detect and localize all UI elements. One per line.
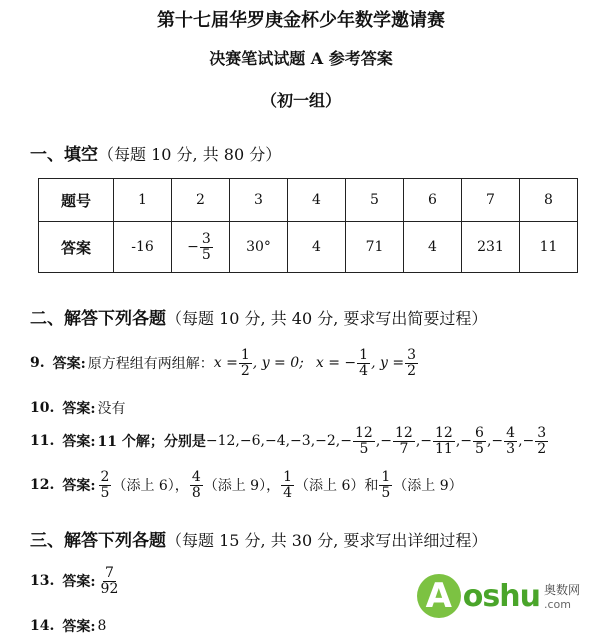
denominator: 5 xyxy=(475,440,484,457)
denominator: 4 xyxy=(283,484,293,501)
question-number: 12. xyxy=(30,477,55,494)
fraction xyxy=(200,232,213,262)
denominator: 7 xyxy=(399,440,409,457)
answer-text: （添上 6）， xyxy=(112,478,189,495)
answer-text: 8 xyxy=(97,618,107,634)
logo-domain: .com xyxy=(543,598,571,611)
numerator: 4 xyxy=(506,425,516,441)
denominator: 11 xyxy=(435,440,453,457)
fraction xyxy=(239,348,252,378)
table-cell: 7 xyxy=(462,179,520,222)
section-1-note: （每题 10 分, 共 80 分） xyxy=(98,145,282,164)
section-3-title: 三、解答下列各题 xyxy=(30,531,166,551)
answer-item-10 xyxy=(30,398,126,418)
numerator: 12 xyxy=(395,425,413,441)
logo-word: oshu xyxy=(462,578,540,614)
section-2-title: 二、解答下列各题 xyxy=(30,309,166,329)
table-cell: 231 xyxy=(462,222,520,273)
table-cell: 4 xyxy=(288,179,346,222)
fraction xyxy=(190,470,203,500)
answer-text: （添上 9） xyxy=(393,478,463,495)
table-cell: 4 xyxy=(288,222,346,273)
table-cell: 6 xyxy=(404,179,462,222)
table-cell: 30° xyxy=(230,222,288,273)
table-row-numbers xyxy=(39,179,578,222)
answer-label: 答案: xyxy=(62,401,96,417)
answer-item-14 xyxy=(30,616,106,636)
numerator: 1 xyxy=(359,347,369,363)
table-cell: 5 xyxy=(346,179,404,222)
question-number: 10. xyxy=(30,400,55,416)
question-number: 14. xyxy=(30,618,55,634)
table-cell: 1 xyxy=(114,179,172,222)
numerator: 1 xyxy=(381,469,391,485)
denominator: 5 xyxy=(381,484,391,501)
page-title: 第十七届华罗庚金杯少年数学邀请赛 xyxy=(157,10,445,31)
fraction xyxy=(99,566,121,596)
question-number: 11. xyxy=(30,433,55,450)
math-expr: , y = xyxy=(371,355,405,372)
answer-text: 没有 xyxy=(97,401,126,417)
numerator: 3 xyxy=(201,230,211,247)
numerator: 2 xyxy=(100,469,110,485)
question-number: 9. xyxy=(30,355,45,372)
denominator: 2 xyxy=(537,440,547,457)
section-1-heading xyxy=(30,140,281,165)
denominator: 2 xyxy=(407,362,416,379)
row-label-number: 题号 xyxy=(39,179,114,222)
denominator: 5 xyxy=(359,440,369,457)
numerator: 3 xyxy=(407,347,416,363)
denominator: 92 xyxy=(100,580,119,597)
answer-item-9 xyxy=(30,348,419,378)
logo-sub xyxy=(544,581,580,611)
fraction xyxy=(281,470,294,500)
numerator: 1 xyxy=(283,469,293,485)
section-3-heading xyxy=(30,526,487,551)
integer-solutions: −12,−6,−4,−3,−2, xyxy=(205,433,341,450)
fraction xyxy=(99,470,112,500)
denominator: 5 xyxy=(100,484,110,501)
denominator: 2 xyxy=(240,362,250,379)
answer-label: 答案: xyxy=(62,434,96,451)
math-expr: x = xyxy=(213,355,238,372)
fraction xyxy=(504,426,517,456)
section-1-title: 一、填空 xyxy=(30,145,98,165)
fraction xyxy=(535,426,548,456)
answer-label: 答案: xyxy=(62,574,96,591)
table-cell: 4 xyxy=(404,222,462,273)
negative-sign: − xyxy=(187,239,199,255)
fraction xyxy=(379,470,392,500)
answer-label: 答案: xyxy=(62,478,96,495)
denominator: 8 xyxy=(191,484,201,501)
denominator: 5 xyxy=(201,246,211,263)
section-2-note: （每题 10 分, 共 40 分, 要求写出简要过程） xyxy=(166,309,488,328)
fraction xyxy=(473,426,486,456)
numerator: 4 xyxy=(191,469,201,485)
answer-label: 答案: xyxy=(52,356,86,373)
answer-label: 答案: xyxy=(62,619,96,635)
fraction xyxy=(357,348,370,378)
table-cell xyxy=(172,222,230,273)
table-cell: -16 xyxy=(114,222,172,273)
fraction xyxy=(353,426,375,456)
row-label-answer: 答案 xyxy=(39,222,114,273)
fraction xyxy=(405,348,418,378)
table-cell: 11 xyxy=(520,222,578,273)
answer-text: 11 个解；分别是 xyxy=(97,434,206,451)
table-cell: 2 xyxy=(172,179,230,222)
logo-a-icon: A xyxy=(417,574,461,618)
denominator: 3 xyxy=(506,440,516,457)
math-expr: x = − xyxy=(315,355,357,372)
table-cell: 8 xyxy=(520,179,578,222)
section-3-note: （每题 15 分, 共 30 分, 要求写出详细过程） xyxy=(166,531,488,550)
aoshu-logo xyxy=(417,574,580,618)
numerator: 7 xyxy=(104,565,114,581)
numerator: 12 xyxy=(354,425,373,441)
numerator: 6 xyxy=(475,425,484,441)
answer-item-11: 11. 答案: 11 个解；分别是 −12,−6,−4,−3,−2, − $\frac{12}{5}$ ,− $\frac{12}{7}$ ,− $\frac{12}{11}$ ,− $\frac{6}{5}$ ,− $\frac{4}{3}$ ,− $\frac{3}{2}$ xyxy=(30,425,547,457)
numerator: 1 xyxy=(240,347,250,363)
table-cell: 71 xyxy=(346,222,404,273)
question-number: 13. xyxy=(30,573,55,590)
numerator: 12 xyxy=(435,425,453,441)
fraction xyxy=(393,426,415,456)
logo-cn: 奥数网 xyxy=(543,583,580,597)
math-expr: , y = 0; xyxy=(252,355,304,372)
numerator: 3 xyxy=(537,425,547,441)
group-label: （初一组） xyxy=(260,91,341,110)
table-cell: 3 xyxy=(230,179,288,222)
answer-text: 原方程组有两组解： xyxy=(87,356,214,373)
answer-table xyxy=(38,178,578,273)
section-2-heading xyxy=(30,304,487,329)
answer-text: （添上 9）， xyxy=(203,478,281,495)
table-row-answers xyxy=(39,222,578,273)
answer-text: （添上 6）和 xyxy=(295,478,379,495)
fraction xyxy=(433,426,455,456)
answer-item-13 xyxy=(30,566,121,596)
denominator: 4 xyxy=(359,362,369,379)
answer-item-12 xyxy=(30,470,463,500)
page-subtitle: 决赛笔试试题 A 参考答案 xyxy=(209,49,393,68)
